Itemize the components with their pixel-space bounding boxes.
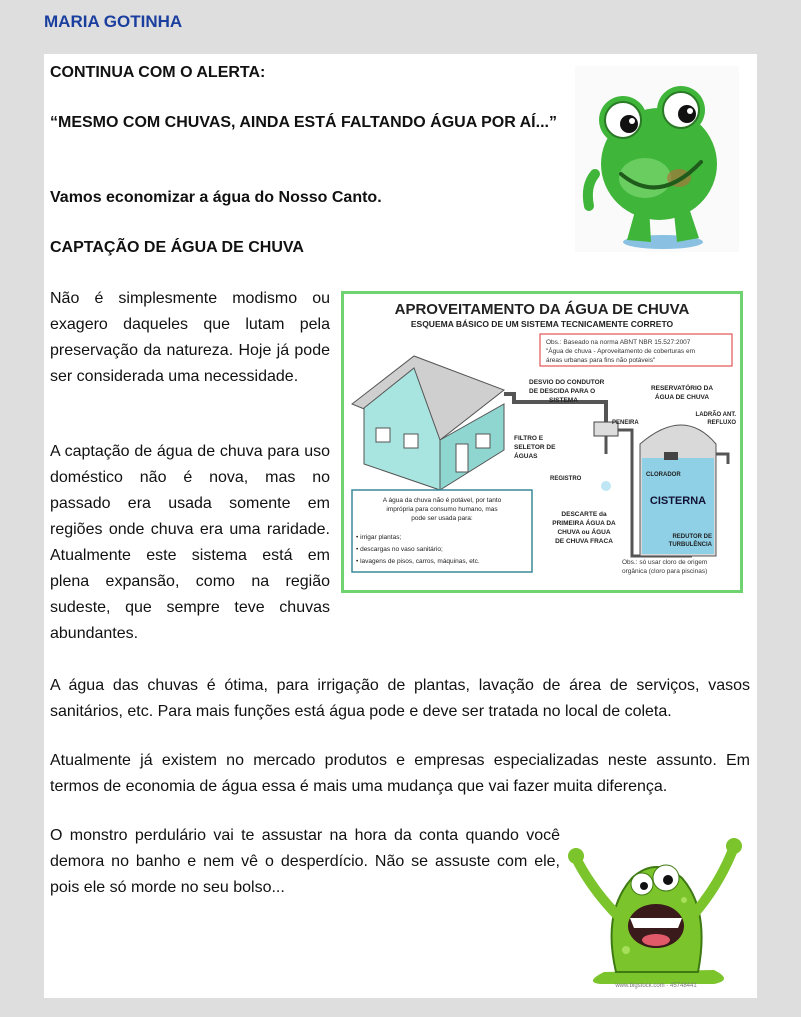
label-descarte-2: PRIMEIRA ÁGUA DA <box>552 520 616 527</box>
label-clorador: CLORADOR <box>646 472 681 478</box>
obs-chlorine-line-1: Obs.: só usar cloro de origem <box>622 559 708 566</box>
diagram-title: APROVEITAMENTO DA ÁGUA DE CHUVA <box>394 301 690 318</box>
note-item-1: • irrigar plantas; <box>356 534 402 541</box>
page-title: MARIA GOTINHA <box>44 12 183 31</box>
label-descarte-4: DE CHUVA FRACA <box>555 538 613 545</box>
monster-illustration <box>564 822 749 990</box>
paragraph-4: Atualmente já existem no mercado produtos e empresas especializadas neste assunto. Em termos de economia de água essa é mais uma mudança que vai fazer muita diferença. <box>50 752 750 795</box>
obs-norm-line-3: áreas urbanas para fins não potáveis" <box>546 357 656 364</box>
note-line-1: A água da chuva não é potável, por tanto <box>382 497 502 504</box>
rainwater-diagram <box>341 291 743 593</box>
note-item-3: • lavagens de pisos, carros, máquinas, etc. <box>356 558 480 565</box>
paragraph-3: A água das chuvas é ótima, para irrigação de plantas, lavação de área de serviços, vasos sanitários, etc. Para mais funções está água pode e deve ser tratada no local de coleta. <box>50 677 750 720</box>
note-item-2: • descargas no vaso sanitário; <box>356 546 443 553</box>
alert-quote: “MESMO COM CHUVAS, AINDA ESTÁ FALTANDO ÁGUA POR AÍ...” <box>50 114 557 131</box>
monster-credit: www.bigstock.com · 45748441 <box>615 983 697 989</box>
content-panel <box>44 54 757 998</box>
label-registro: REGISTRO <box>550 476 582 482</box>
paragraph-5: O monstro perdulário vai te assustar na hora da conta quando você demora no banho e nem vê o desperdício. Não se assuste com ele, pois ele só morde no seu bolso... <box>50 827 560 896</box>
label-filtro-2: SELETOR DE <box>514 444 556 451</box>
section-title: CAPTAÇÃO DE ÁGUA DE CHUVA <box>50 239 304 256</box>
label-redutor-1: REDUTOR DE <box>672 534 712 540</box>
label-descarte-1: DESCARTE da <box>561 511 607 518</box>
obs-chlorine-line-2: orgânica (cloro para piscinas) <box>622 568 708 575</box>
lead-text: Vamos economizar a água do Nosso Canto. <box>50 189 382 206</box>
label-filtro-1: FILTRO E <box>514 435 544 442</box>
label-cisterna: CISTERNA <box>649 495 707 507</box>
frog-icon <box>575 66 739 252</box>
label-filtro-3: ÁGUAS <box>514 453 538 460</box>
rainwater-system-icon <box>344 294 740 590</box>
label-ladrao-1: LADRÃO ANT. <box>695 412 736 418</box>
label-redutor-2: TURBULÊNCIA <box>668 542 712 548</box>
green-monster-icon <box>564 822 749 990</box>
frog-illustration <box>575 66 739 252</box>
label-reservatorio-1: RESERVATÓRIO DA <box>650 385 714 392</box>
alert-heading: CONTINUA COM O ALERTA: <box>50 64 266 81</box>
label-desvio-1: DESVIO DO CONDUTOR <box>529 379 605 386</box>
obs-norm-line-1: Obs.: Baseado na norma ABNT NBR 15.527:2007 <box>546 339 691 346</box>
paragraph-2: A captação de água de chuva para uso doméstico não é nova, mas no passado era usada somente em regiões onde chuva era uma raridade. Atualmente este sistema está em plena expansão, como na região sudeste, que sempre teve chuvas abundantes. <box>50 443 330 642</box>
diagram-subtitle: ESQUEMA BÁSICO DE UM SISTEMA TECNICAMENTE CORRETO <box>410 319 674 329</box>
paragraph-1: Não é simplesmente modismo ou exagero daqueles que lutam pela preservação da natureza. Hoje já pode ser considerada uma necessidade. <box>50 290 330 385</box>
obs-norm-line-2: "Água de chuva - Aproveitamento de coberturas em <box>546 348 696 355</box>
label-desvio-2: DE DESCIDA PARA O <box>529 388 596 395</box>
label-peneira: PENEIRA <box>612 420 639 426</box>
note-line-3: pode ser usada para: <box>411 515 473 522</box>
label-desvio-3: SISTEMA <box>549 397 578 404</box>
label-reservatorio-2: ÁGUA DE CHUVA <box>654 394 710 401</box>
note-line-2: imprópria para consumo humano, mas <box>386 506 498 513</box>
label-ladrao-2: REFLUXO <box>707 420 736 426</box>
label-descarte-3: CHUVA ou ÁGUA <box>557 529 611 536</box>
